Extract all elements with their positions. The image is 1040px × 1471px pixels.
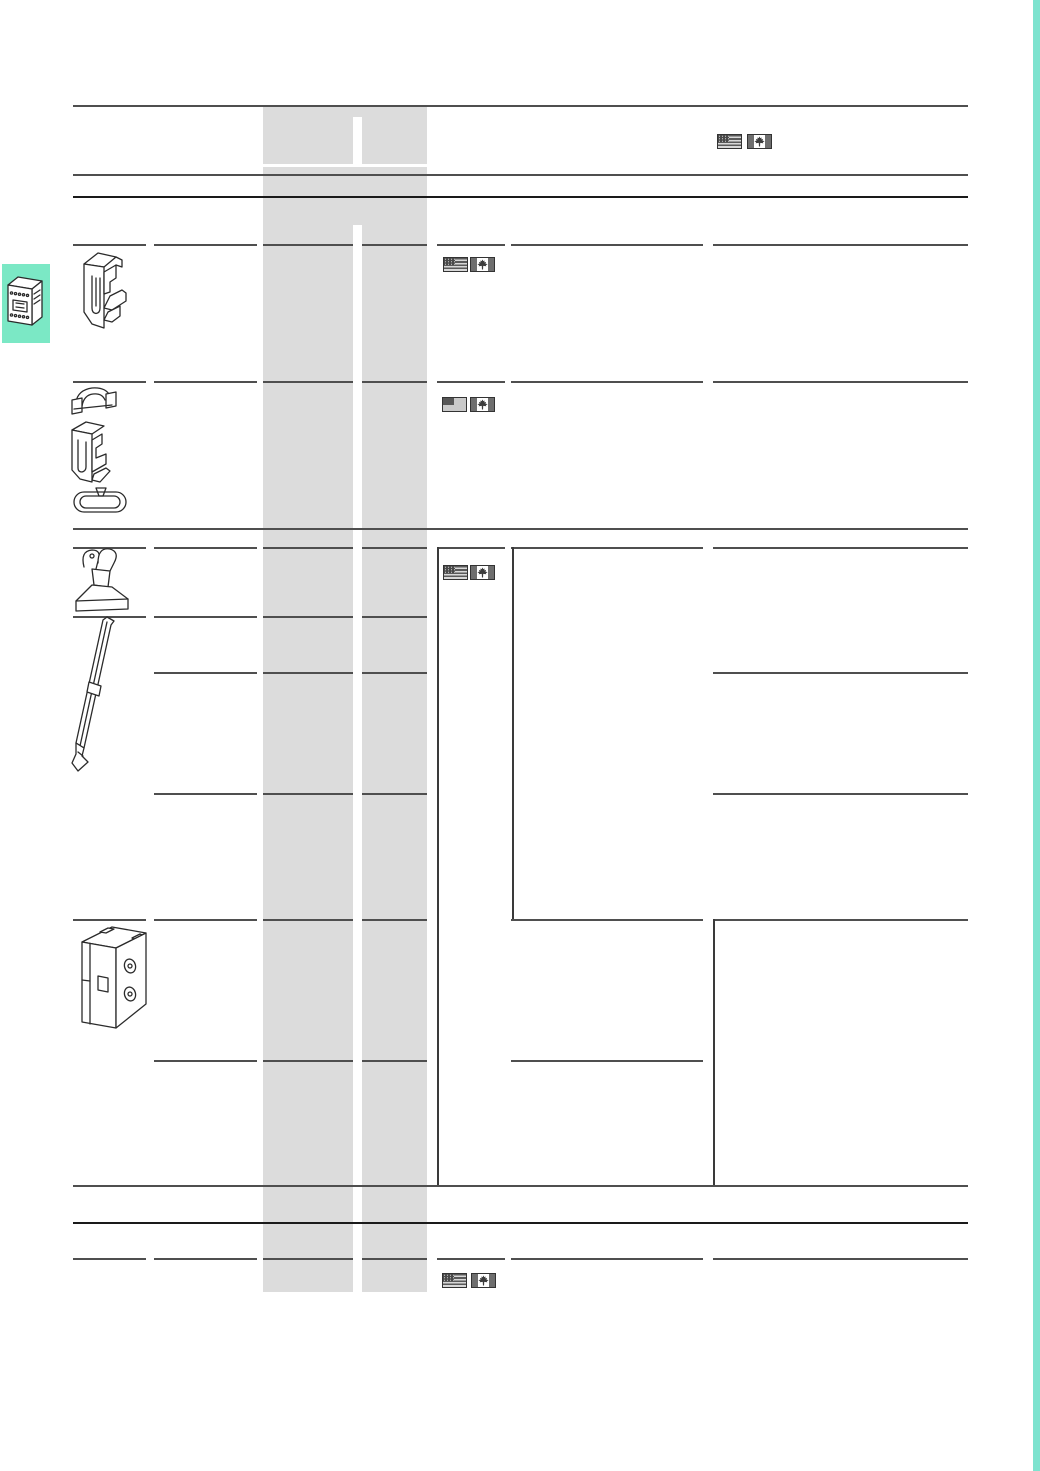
- table-rule: [362, 672, 427, 674]
- us-flag-icon: [443, 565, 468, 580]
- table-rule: [362, 547, 427, 549]
- table-rule: [511, 1060, 703, 1062]
- price-band-divider: [263, 164, 427, 167]
- table-rule: [437, 547, 505, 549]
- table-rule: [713, 919, 968, 921]
- table-rule: [437, 244, 505, 246]
- table-rule: [263, 244, 353, 246]
- table-rule-vertical: [713, 919, 715, 1185]
- canada-flag-icon: [470, 397, 495, 412]
- table-rule: [263, 1060, 353, 1062]
- table-rule: [73, 105, 968, 107]
- hold-down-clamp-drawing: [70, 545, 136, 621]
- link-bar-drawing: [70, 616, 120, 776]
- table-rule: [263, 1258, 353, 1260]
- table-rule: [713, 672, 968, 674]
- coil-cover-clip-drawing: [78, 248, 134, 336]
- canada-flag-icon: [471, 1273, 496, 1288]
- table-rule: [263, 381, 353, 383]
- canada-flag-icon: [470, 565, 495, 580]
- table-rule: [73, 528, 968, 530]
- table-rule: [362, 1060, 427, 1062]
- table-rule: [263, 672, 353, 674]
- us-flag-icon: [717, 134, 742, 149]
- table-rule: [154, 1258, 257, 1260]
- table-rule: [437, 1258, 505, 1260]
- table-rule: [511, 1258, 703, 1260]
- table-rule: [362, 1258, 427, 1260]
- table-rule: [362, 244, 427, 246]
- section-tab-marker: [2, 264, 50, 343]
- table-rule: [511, 547, 703, 549]
- table-rule: [263, 793, 353, 795]
- table-rule: [713, 547, 968, 549]
- table-rule: [73, 244, 146, 246]
- us-flag-icon: [442, 397, 467, 412]
- table-rule: [73, 174, 968, 176]
- table-rule: [263, 919, 353, 921]
- table-rule-vertical: [512, 547, 514, 919]
- table-rule: [73, 1185, 968, 1187]
- table-rule: [511, 244, 703, 246]
- table-rule: [263, 616, 353, 618]
- table-rule: [154, 1060, 257, 1062]
- page-edge-strip: [1033, 0, 1040, 1471]
- table-rule: [511, 919, 703, 921]
- table-rule: [154, 547, 257, 549]
- table-rule: [511, 381, 703, 383]
- table-rule: [154, 616, 257, 618]
- canada-flag-icon: [747, 134, 772, 149]
- table-rule: [362, 793, 427, 795]
- table-rule: [73, 1222, 968, 1224]
- din-rail-adapter-drawing: [74, 920, 154, 1032]
- price-band-column-right: [362, 107, 427, 1292]
- table-rule: [713, 244, 968, 246]
- table-rule: [713, 1258, 968, 1260]
- table-rule: [154, 672, 257, 674]
- table-rule: [154, 793, 257, 795]
- table-rule: [362, 381, 427, 383]
- us-flag-icon: [443, 257, 468, 272]
- table-rule: [362, 919, 427, 921]
- table-rule: [154, 919, 257, 921]
- table-rule: [713, 793, 968, 795]
- price-band-column-left: [263, 107, 353, 1292]
- table-rule: [154, 381, 257, 383]
- table-rule: [263, 547, 353, 549]
- table-rule: [73, 196, 968, 198]
- table-rule: [437, 381, 505, 383]
- table-rule: [713, 381, 968, 383]
- canada-flag-icon: [470, 257, 495, 272]
- price-band-header-patch: [353, 107, 362, 117]
- contactor-icon: [5, 272, 47, 334]
- us-flag-icon: [442, 1273, 467, 1288]
- table-rule-vertical: [437, 547, 439, 1185]
- cover-kit-drawing: [60, 382, 150, 520]
- table-rule: [73, 1258, 146, 1260]
- table-rule: [154, 244, 257, 246]
- table-rule: [362, 616, 427, 618]
